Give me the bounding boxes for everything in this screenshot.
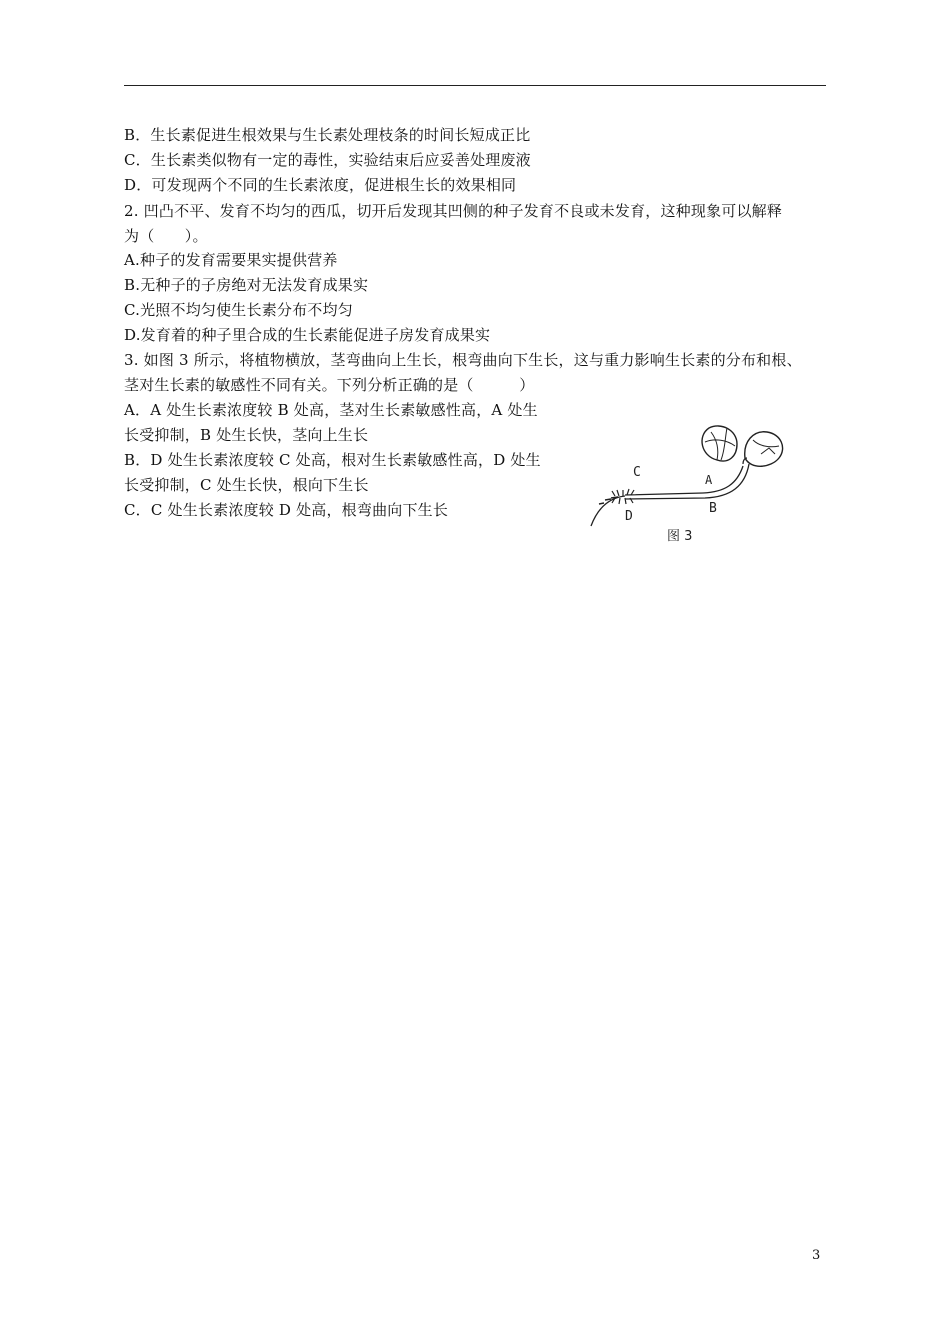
question-2-stem-cont: 为（ ）。 bbox=[124, 227, 208, 245]
question-3-stem: 3. 如图 3 所示，将植物横放，茎弯曲向上生长，根弯曲向下生长，这与重力影响生长素的分布和根、 bbox=[124, 351, 802, 369]
figure-3-plant-illustration bbox=[585, 418, 803, 550]
page-number: 3 bbox=[812, 1248, 821, 1263]
q2-option-b: B.无种子的子房绝对无法发育成果实 bbox=[124, 276, 369, 294]
label-b: B bbox=[709, 501, 717, 516]
q2-option-d: D.发育着的种子里合成的生长素能促进子房发育成果实 bbox=[124, 326, 491, 344]
label-d: D bbox=[625, 509, 633, 524]
option-d-line: D．可发现两个不同的生长素浓度，促进根生长的效果相同 bbox=[124, 176, 517, 194]
label-c: C bbox=[633, 465, 641, 480]
q3-option-a: A．A 处生长素浓度较 B 处高，茎对生长素敏感性高，A 处生 bbox=[124, 401, 538, 419]
q2-option-c: C.光照不均匀使生长素分布不均匀 bbox=[124, 301, 353, 319]
q3-option-b-cont: 长受抑制，C 处生长快，根向下生长 bbox=[124, 476, 369, 494]
header-rule bbox=[124, 85, 826, 86]
question-2-stem: 2. 凹凸不平、发育不均匀的西瓜，切开后发现其凹侧的种子发育不良或未发育，这种现象可以解释 bbox=[124, 202, 783, 220]
q3-option-b: B．D 处生长素浓度较 C 处高，根对生长素敏感性高，D 处生 bbox=[124, 451, 541, 469]
q2-option-a: A.种子的发育需要果实提供营养 bbox=[124, 251, 338, 269]
q3-option-c: C．C 处生长素浓度较 D 处高，根弯曲向下生长 bbox=[124, 501, 449, 519]
label-a: A bbox=[705, 473, 713, 487]
q3-option-a-cont: 长受抑制，B 处生长快，茎向上生长 bbox=[124, 426, 369, 444]
option-c-line: C．生长素类似物有一定的毒性，实验结束后应妥善处理废液 bbox=[124, 151, 531, 169]
option-b-line: B．生长素促进生根效果与生长素处理枝条的时间长短成正比 bbox=[124, 126, 531, 144]
question-3-stem-cont: 茎对生长素的敏感性不同有关。下列分析正确的是（ ） bbox=[124, 376, 535, 394]
figure-caption: 图 3 bbox=[667, 529, 693, 544]
